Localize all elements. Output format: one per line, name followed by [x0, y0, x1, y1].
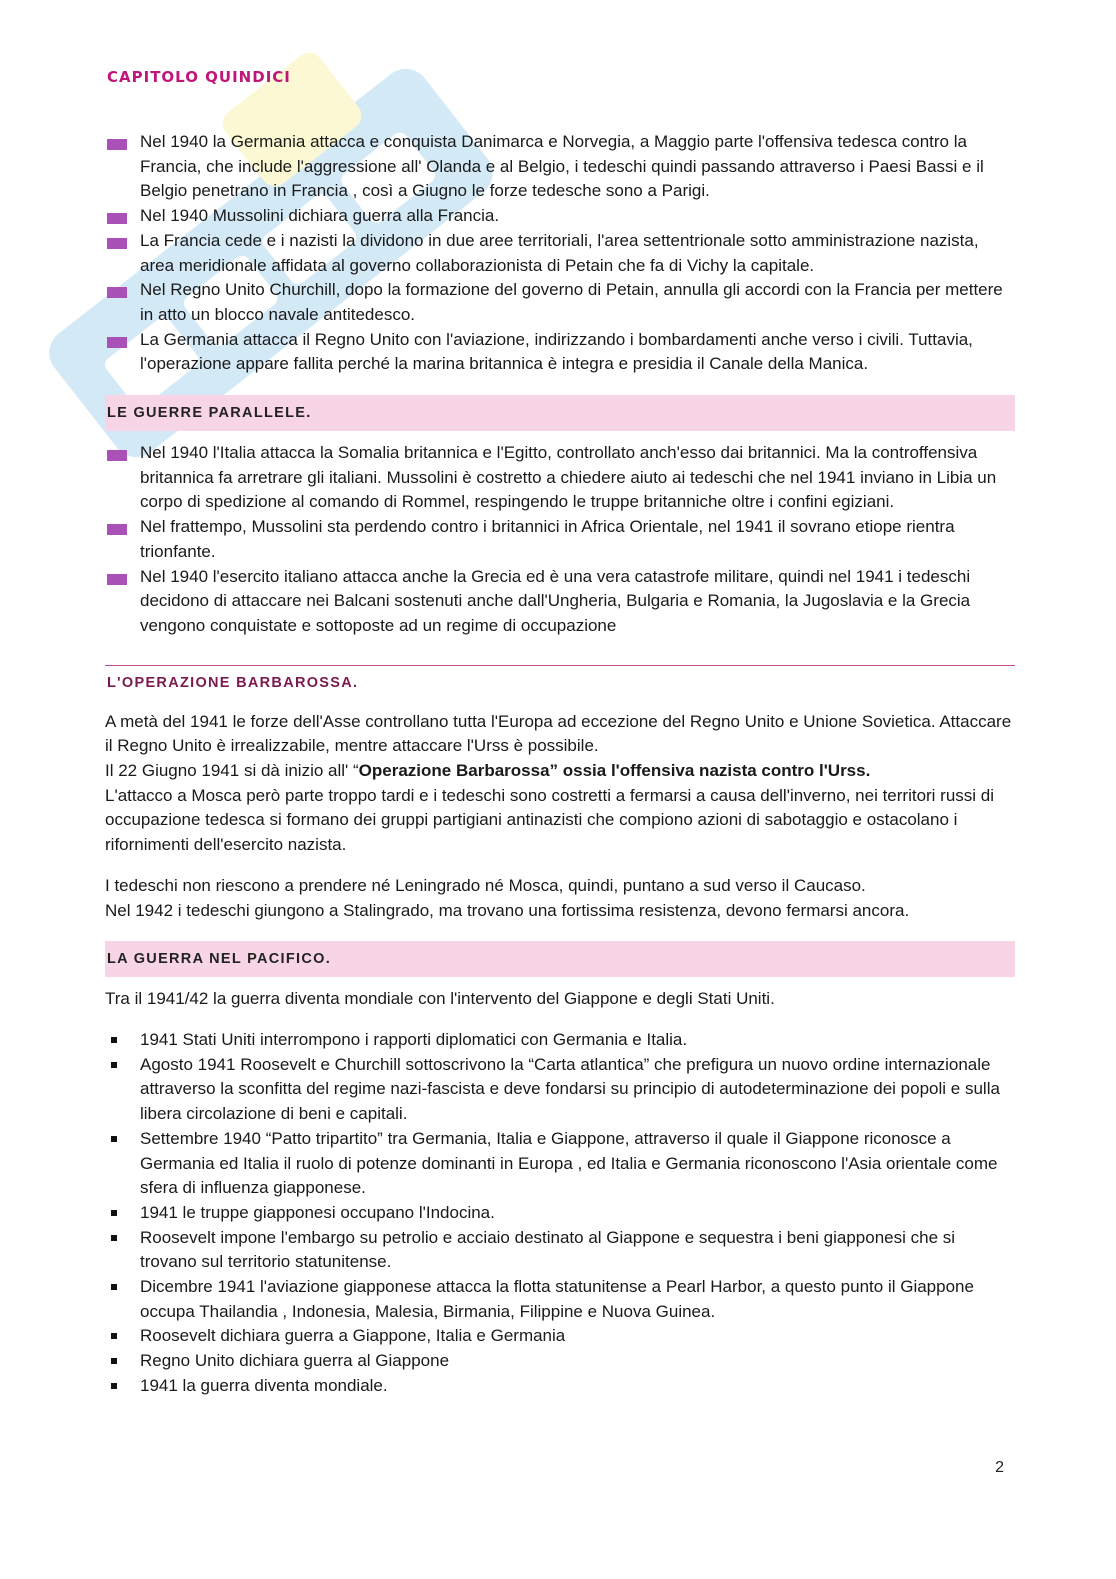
list-item: Nel 1940 la Germania attacca e conquista Danimarca e Norvegia, a Maggio parte l'offensiva tedesca contro la Francia, che include l'aggressione all' Olanda e al Belgio, i tedeschi quindi passando attraverso i Paesi Bassi e il Belgio penetrano in Francia , così a Giugno le forze tedesche sono a Parigi. [105, 130, 1015, 204]
small-square-bullet-icon [111, 1037, 117, 1043]
list-item: La Francia cede e i nazisti la dividono in due aree territoriali, l'area settentrionale sotto amministrazione nazista, area meridionale affidata al governo collaborazionista di Petain che fa di Vichy la capitale. [105, 229, 1015, 278]
section-heading-pacifico: LA GUERRA NEL PACIFICO. [105, 941, 1015, 977]
list-item: La Germania attacca il Regno Unito con l'aviazione, indirizzando i bombardamenti anche verso i civili. Tuttavia, l'operazione appare fallita perché la marina britannica è integra e presidia il Canale della Manica. [105, 328, 1015, 377]
section-heading-barbarossa: L'OPERAZIONE BARBAROSSA. [105, 665, 1015, 700]
small-square-bullet-icon [111, 1358, 117, 1364]
page-number: 2 [995, 1459, 1004, 1476]
list-item: Regno Unito dichiara guerra al Giappone [105, 1349, 1015, 1374]
list-item: Nel Regno Unito Churchill, dopo la formazione del governo di Petain, annulla gli accordi con la Francia per mettere in atto un blocco navale antitedesco. [105, 278, 1015, 327]
list-item: Roosevelt impone l'embargo su petrolio e acciaio destinato al Giappone e sequestra i beni giapponesi che si trovano sul territorio statunitense. [105, 1226, 1015, 1275]
list-item: 1941 le truppe giapponesi occupano l'Indocina. [105, 1201, 1015, 1226]
paragraph: I tedeschi non riescono a prendere né Leningrado né Mosca, quindi, puntano a sud verso il Caucaso. [105, 875, 866, 895]
chapter-title: CAPITOLO QUINDICI [107, 68, 291, 86]
list-item: Agosto 1941 Roosevelt e Churchill sottoscrivono la “Carta atlantica” che prefigura un nuovo ordine internazionale attraverso la sconfitta del regime nazi-fascista e deve fondarsi su principio di autodeterminazione dei popoli e sulla libera circolazione di beni e capitali. [105, 1053, 1015, 1127]
small-square-bullet-icon [111, 1062, 117, 1068]
section-heading-parallele: LE GUERRE PARALLELE. [105, 395, 1015, 431]
small-square-bullet-icon [111, 1284, 117, 1290]
list-item: 1941 la guerra diventa mondiale. [105, 1374, 1015, 1399]
small-square-bullet-icon [111, 1136, 117, 1142]
pacifico-bullet-list [105, 1028, 1015, 1399]
square-bullet-icon [107, 450, 127, 461]
list-item: Nel 1940 l'esercito italiano attacca anche la Grecia ed è una vera catastrofe militare, quindi nel 1941 i tedeschi decidono di attaccare nei Balcani sostenuti anche dall'Ungheria, Bulgaria e Romania, la Jugoslavia e la Grecia vengono conquistate e sottoposte ad un regime di occupazione [105, 565, 1015, 639]
list-item: Nel 1940 Mussolini dichiara guerra alla Francia. [105, 204, 1015, 229]
paragraph: A metà del 1941 le forze dell'Asse controllano tutta l'Europa ad eccezione del Regno Unito e Unione Sovietica. Attaccare il Regno Unito è irrealizzabile, mentre attaccare l'Urss è possibile. [105, 711, 1012, 756]
small-square-bullet-icon [111, 1333, 117, 1339]
list-item: Roosevelt dichiara guerra a Giappone, Italia e Germania [105, 1324, 1015, 1349]
parallele-bullet-list [105, 441, 1015, 639]
paragraph: Il 22 Giugno 1941 si dà inizio all' “Operazione Barbarossa” ossia l'offensiva nazista contro l'Urss. [105, 761, 871, 781]
square-bullet-icon [107, 139, 127, 150]
list-item: Nel 1940 l'Italia attacca la Somalia britannica e l'Egitto, controllato anch'esso dai britannici. Ma la controffensiva britannica fa arretrare gli italiani. Mussolini è costretto a chiedere aiuto ai tedeschi che nel 1941 inviano in Libia un corpo di spedizione al comando di Rommel, respingendo le truppe britanniche oltre i confini egiziani. [105, 441, 1015, 515]
page-content [105, 130, 1015, 1399]
list-item: Dicembre 1941 l'aviazione giapponese attacca la flotta statunitense a Pearl Harbor, a questo punto il Giappone occupa Thailandia , Indonesia, Malesia, Birmania, Filippine e Nuova Guinea. [105, 1275, 1015, 1324]
square-bullet-icon [107, 238, 127, 249]
list-item: 1941 Stati Uniti interrompono i rapporti diplomatici con Germania e Italia. [105, 1028, 1015, 1053]
square-bullet-icon [107, 524, 127, 535]
square-bullet-icon [107, 574, 127, 585]
square-bullet-icon [107, 287, 127, 298]
paragraph: L'attacco a Mosca però parte troppo tardi e i tedeschi sono costretti a fermarsi a causa dell'inverno, nei territori russi di occupazione tedesca si formano dei gruppi partigiani antinazisti che compiono azioni di sabotaggio e ostacolano i rifornimenti dell'esercito nazista. [105, 785, 995, 855]
square-bullet-icon [107, 337, 127, 348]
square-bullet-icon [107, 213, 127, 224]
paragraph: Tra il 1941/42 la guerra diventa mondiale con l'intervento del Giappone e degli Stati Uniti. [105, 989, 775, 1009]
paragraph: Nel 1942 i tedeschi giungono a Stalingrado, ma trovano una fortissima resistenza, devono fermarsi ancora. [105, 900, 910, 920]
intro-bullet-list [105, 130, 1015, 377]
list-item: Nel frattempo, Mussolini sta perdendo contro i britannici in Africa Orientale, nel 1941 il sovrano etiope rientra trionfante. [105, 515, 1015, 564]
small-square-bullet-icon [111, 1383, 117, 1389]
small-square-bullet-icon [111, 1235, 117, 1241]
list-item: Settembre 1940 “Patto tripartito” tra Germania, Italia e Giappone, attraverso il quale il Giappone riconosce a Germania ed Italia il ruolo di potenze dominanti in Europa , ed Italia e Germania riconoscono l'Asia orientale come sfera di influenza giapponese. [105, 1127, 1015, 1201]
small-square-bullet-icon [111, 1210, 117, 1216]
